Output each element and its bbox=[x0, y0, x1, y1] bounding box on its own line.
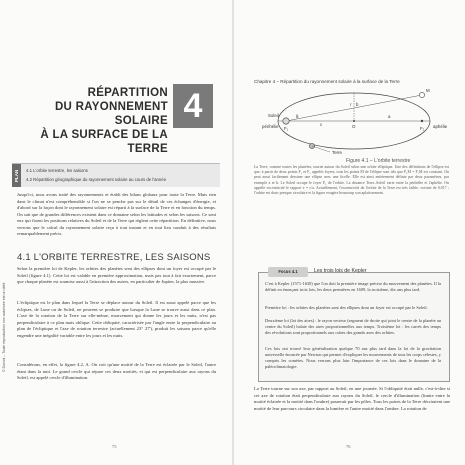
perihelion-label: périhélie bbox=[262, 124, 279, 129]
orbit-figure bbox=[250, 86, 450, 156]
chapter-title-line: RÉPARTITION bbox=[87, 87, 168, 99]
body-paragraph: Selon la première loi de Kepler, les orbites des planètes sont des ellipses dont un foyer est occupé par le Soleil (figure 4.1). Cette loi est valable en première approximation, mais pas tout à fait exactement, parce que chaque planète est soumise aussi à l'attraction des autres, en particulier de Jupiter, la plus massive. bbox=[17, 266, 216, 284]
earth-pointer bbox=[312, 146, 330, 152]
focus-box-paragraph: C'est à Kepler (1571-1630) que l'on doit la première image précise du mouvement des planètes. Il la définit en énonçant trois lois, les deux premières en 1609, la troisième, dix ans plus tard. bbox=[265, 281, 441, 292]
chapter-title-line: DU RAYONNEMENT SOLAIRE bbox=[54, 101, 168, 127]
toc-item: 4.1 L'orbite terrestre, les saisons bbox=[26, 168, 88, 173]
focal-c-label: c bbox=[320, 122, 323, 127]
focus-1-label: F₁ bbox=[284, 126, 289, 131]
chapter-number: 4 bbox=[173, 84, 213, 128]
focus-2-mark bbox=[421, 120, 423, 122]
figure-caption: Figure 4.1 – L'orbite terrestre bbox=[346, 158, 411, 164]
plan-label: PLAN bbox=[12, 164, 21, 187]
toc-item: 4.2 Répartition géographique du rayonnement solaire au cours de l'année bbox=[26, 177, 167, 182]
center-o-label: O bbox=[352, 124, 356, 129]
right-page bbox=[234, 0, 465, 465]
chapter-title bbox=[38, 86, 168, 156]
focus-box-paragraph: Deuxième loi (loi des aires) : le rayon vecteur (segment de droite qui joint le centre de la planète au centre du Soleil) balaie des aires proportionnelles aux temps. Troisième loi : les carrés des temps des révolutions sont proportionnels aux cubes des grands axes des orbites. bbox=[265, 318, 441, 335]
center-mark bbox=[353, 120, 355, 122]
radius-r-label: r bbox=[350, 102, 352, 107]
angle-theta-label: θ bbox=[296, 114, 299, 119]
page-number: 75 bbox=[112, 444, 117, 449]
focus-box-paragraph: Ces lois ont trouvé leur généralisation quelque 70 ans plus tard dans la loi de la gravitation universelle énoncée par Newton qui permet d'expliquer les mouvements de tous les corps célestes, y compris les comètes. Nous verrons plus loin l'importance de ces lois dans le domaine de la paléoclimatologie. bbox=[265, 346, 441, 369]
copyright-side-note: © Dunod – Toute reproduction non autorisée est un délit. bbox=[2, 281, 6, 372]
earth-label: Terre bbox=[332, 150, 343, 155]
focus-box-title: Les trois lois de Kepler bbox=[314, 268, 367, 274]
chapter-plan-box bbox=[12, 163, 220, 187]
left-page bbox=[0, 0, 232, 465]
aphelion-label: aphélie bbox=[433, 124, 448, 129]
body-paragraph: La Terre tourne sur son axe, par rapport au Soleil, en une journée. Si l'obliquité était nulle, c'est-à-dire si cet axe de rotation était perpendiculaire aux rayons du Soleil, le cercle d'illumination (limite entre la moitié éclairée et la moitié dans l'ombre) passerait par les pôles. Tous les points de la Terre décriraient une moitié de leur parcours circulaire dans la lumière et l'autre moitié dans l'ombre. La rotation de bbox=[254, 386, 450, 411]
focus-2-label: F₂ bbox=[420, 126, 425, 131]
intro-paragraph: Jusqu'ici, nous avons traité des rayonnements et établi des bilans globaux pour toute la Terre. Mais rien dans le climat n'est compréhensible si l'on ne se penche pas sur le détail de ces échanges d'énergie, et d'abord sur la façon dont le rayonnement solaire est réparti à la surface de la Terre et en fonction du temps. On sait que de grandes différences existent dans ce domaine selon les latitudes et selon les saisons. Ce sont eux qui fixent les positions relatives du Soleil et de la Terre qui règlent cette répartition. En définitive, nous verrons que le calcul du rayonnement solaire reçu à tout instant et en tout lieu conduit à des résultats remarquablement précis. bbox=[17, 192, 216, 236]
focus-box-paragraph: Première loi : les orbites des planètes sont des ellipses dont un foyer est occupé par le Soleil. bbox=[265, 305, 428, 310]
point-m-mark bbox=[419, 92, 424, 97]
semi-minor-b-label: b bbox=[356, 102, 359, 107]
running-head: Chapitre 4 – Répartition du rayonnement solaire à la surface de la Terre bbox=[254, 79, 400, 84]
semi-major-a-label: a bbox=[388, 114, 391, 119]
body-paragraph: Considérons, en effet, la figure 4.2, A. On voit qu'une moitié de la Terre est éclairée par le Soleil, l'autre étant dans la nuit. Le grand cercle qui sépare ces deux moitiés, et qui est perpendiculaire aux rayons du Soleil, est appelé cercle d'illumination. bbox=[17, 362, 216, 380]
chapter-title-line: À LA SURFACE DE LA TERRE bbox=[40, 129, 168, 155]
figure-legend: La Terre, comme toutes les planètes, tourne autour du Soleil selon une orbite elliptique. Une des définitions de l'ellipse est que, à partir de deux points F₁ et F₂ appelés foyers, tous les points M de l'ellipse sont tels que F₁M + F₂M est constant. On peut aussi facilement dessiner une ellipse avec une ficelle. Elle est ainsi entièrement définie par deux paramètres, par exemple a et b. Le Soleil occupe le foyer F₁ de l'orbite. La distance Terre–Soleil varie entre la périhélie et l'aphélie. On appelle excentricité le rapport e = c/a. Actuellement, l'excentricité de l'orbite de la Terre est très faible, voisine de 0,017 ; l'orbite est donc presque circulaire et la figure exagère beaucoup son aplatissement. bbox=[254, 165, 449, 196]
focus-box-tag: Focus 4.1 bbox=[268, 267, 308, 277]
body-paragraph: L'écliptique est le plan dans lequel la Terre se déplace autour du Soleil. Il est aussi appelé parce que les éclipses, de Lune ou de Soleil, ne peuvent se produire que lorsque la Lune se trouve aussi dans ce plan. L'axe de la rotation de la Terre sur elle-même, mouvement qui donne les jours et les nuits, n'est pas perpendiculaire à ce plan mais oblique. Cette obliquité, caractérisée par l'angle entre la perpendiculaire au plan de l'écliptique et l'axe de rotation terrestre (actuellement 23° 27'), produit les saisons parce qu'elle engendre une inégalité variable entre les jours et les nuits. bbox=[17, 300, 216, 338]
section-heading: 4.1 L'ORBITE TERRESTRE, LES SAISONS bbox=[17, 252, 211, 263]
point-m-label: M bbox=[426, 88, 430, 93]
sun-label: Soleil bbox=[268, 113, 279, 118]
page-number: 76 bbox=[346, 444, 351, 449]
sun-mark bbox=[283, 118, 289, 124]
